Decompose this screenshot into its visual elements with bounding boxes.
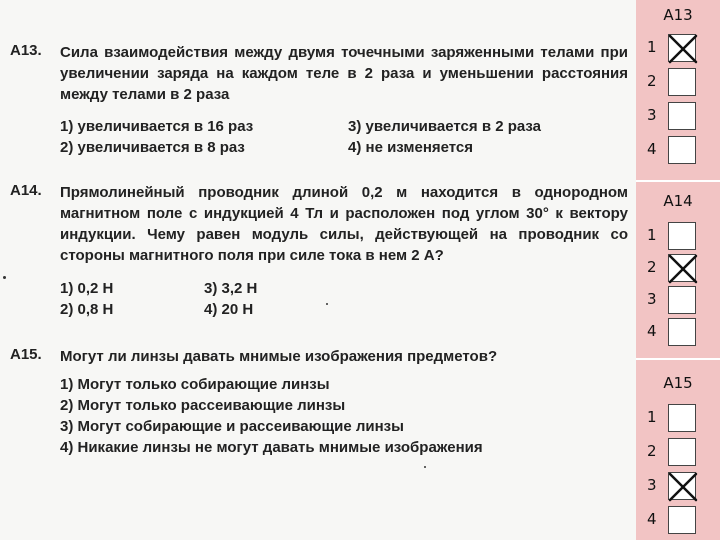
answer-checkbox-a15-1[interactable] [668,404,696,432]
cross-mark-icon [667,253,699,285]
option-1: 1) увеличивается в 16 раз [60,118,254,135]
option-2: 2) Могут только рассеивающие линзы [60,397,346,414]
option-4: 4) Никакие линзы не могут давать мнимые изображения [60,439,483,456]
option-1: 1) 0,2 Н [60,280,114,297]
option-4: 4) 20 Н [204,301,254,318]
answer-checkbox-a13-4[interactable] [668,136,696,164]
option-2: 2) 0,8 Н [60,301,114,318]
answer-checkbox-a15-3[interactable] [668,472,696,500]
answer-row-a13-1[interactable]: 1 [636,32,720,64]
answer-checkbox-a13-1[interactable] [668,34,696,62]
answer-row-a15-4[interactable]: 4 [636,504,720,536]
cross-mark-icon [667,33,699,65]
answer-checkbox-a15-4[interactable] [668,506,696,534]
answer-block-title-a14: A14 [663,192,693,210]
panel-divider [636,180,720,182]
answer-row-a15-3[interactable]: 3 [636,470,720,502]
answer-checkbox-a15-2[interactable] [668,438,696,466]
answer-row-a13-3[interactable]: 3 [636,100,720,132]
option-3: 3) 3,2 Н [204,280,258,297]
answer-row-a14-2[interactable]: 2 [636,252,720,284]
question-text: Прямолинейный проводник длиной 0,2 м находится в однородном магнитном поле с индукцией 4 Тл и расположен под углом 30° к вектору индукции. Чему равен модуль силы, действующей на проводник со стороны магнитного поля при силе тока в нем 2 А? [60,184,628,264]
print-speck [424,466,426,468]
answer-checkbox-a14-1[interactable] [668,222,696,250]
answer-checkbox-a14-3[interactable] [668,286,696,314]
question-text: Сила взаимодействия между двумя точечными заряженными телами при увеличении заряда на каждом теле в 2 раза и уменьшении расстояния между телами в 2 раза [60,44,628,103]
option-1: 1) Могут только собирающие линзы [60,376,330,393]
answer-block-title-a15: A15 [663,374,693,392]
print-speck [326,303,328,305]
answer-checkbox-a14-4[interactable] [668,318,696,346]
answer-row-a13-2[interactable]: 2 [636,66,720,98]
answer-row-a14-1[interactable]: 1 [636,220,720,252]
question-number: A13. [10,42,42,59]
option-3: 3) увеличивается в 2 раза [348,118,542,135]
question-number: A14. [10,182,42,199]
cross-mark-icon [667,471,699,503]
print-speck [3,276,6,279]
panel-divider [636,358,720,360]
answer-row-a14-3[interactable]: 3 [636,284,720,316]
answer-row-a15-1[interactable]: 1 [636,402,720,434]
option-3: 3) Могут собирающие и рассеивающие линзы [60,418,404,435]
answer-panel [636,0,720,540]
answer-row-a14-4[interactable]: 4 [636,316,720,348]
question-number: A15. [10,346,42,363]
answer-checkbox-a13-2[interactable] [668,68,696,96]
answer-row-a13-4[interactable]: 4 [636,134,720,166]
answer-block-title-a13: A13 [663,6,693,24]
option-4: 4) не изменяется [348,139,474,156]
answer-checkbox-a13-3[interactable] [668,102,696,130]
answer-row-a15-2[interactable]: 2 [636,436,720,468]
option-2: 2) увеличивается в 8 раз [60,139,245,156]
options-a15 [60,374,483,458]
answer-checkbox-a14-2[interactable] [668,254,696,282]
question-text: Могут ли линзы давать мнимые изображения предметов? [60,348,498,365]
